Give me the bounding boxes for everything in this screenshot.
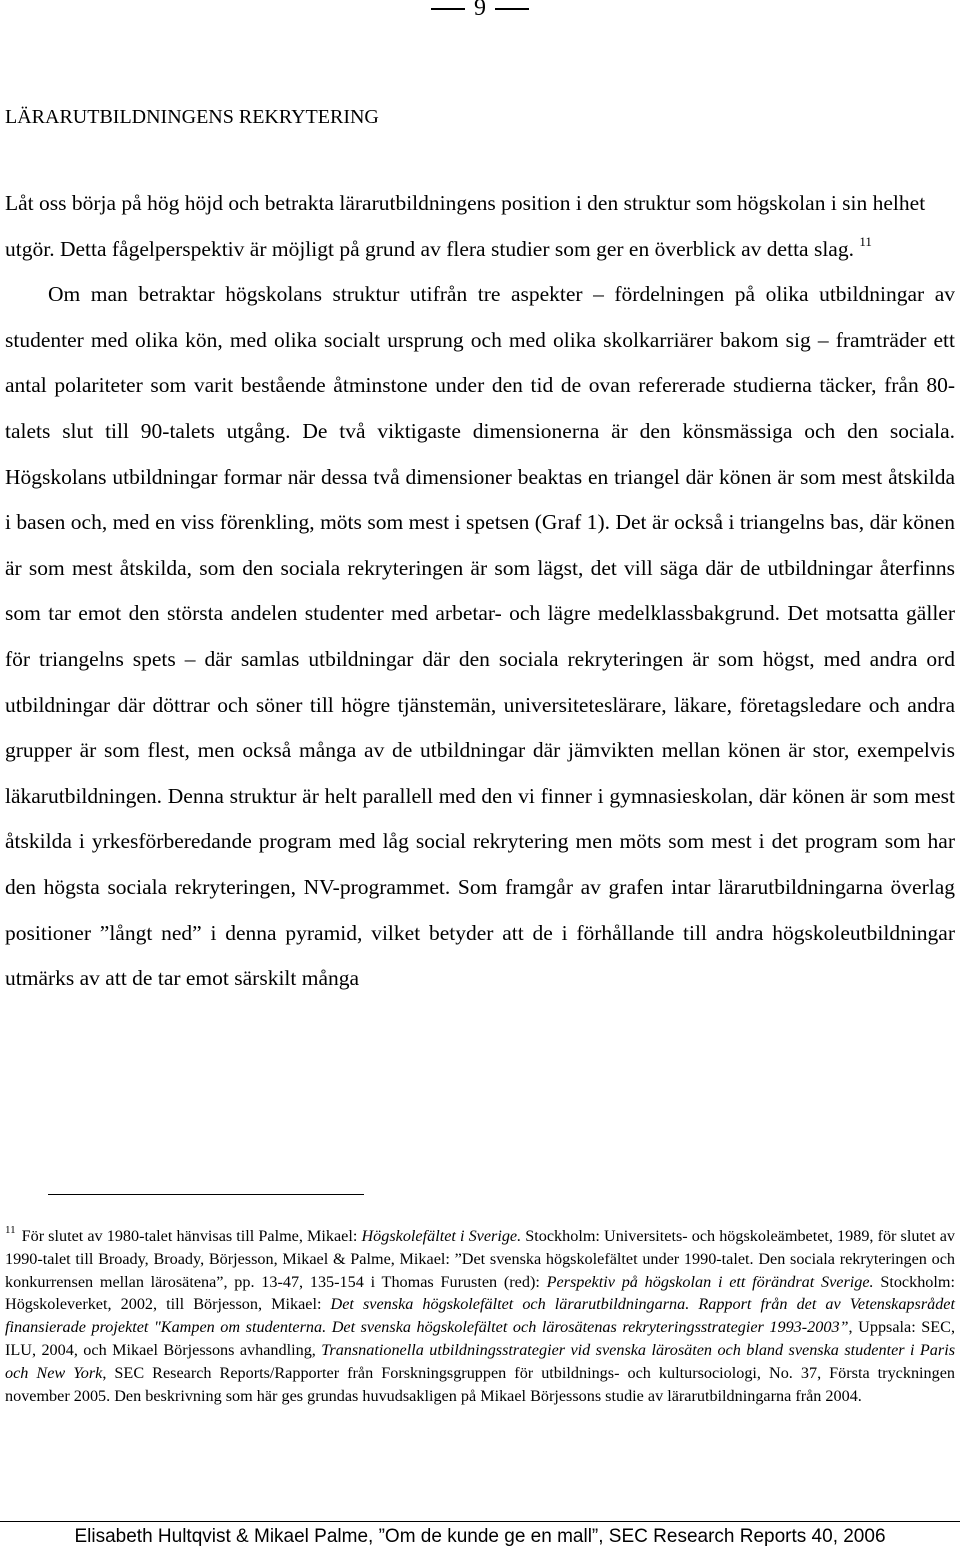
footnote-title-1: Högskolefältet i Sverige. — [361, 1227, 522, 1245]
footnote-title-3: Det svenska högskolefältet och lärarutbildningarna. Rapport från det av Vetenskapsrådet finansierade projektet "Kampen om studenterna. Det svenska högskolefältet och lärosätenas rekryteringsstrategier 1993-2003” — [5, 1295, 955, 1337]
page-footer: Elisabeth Hultqvist & Mikael Palme, ”Om de kunde ge en mall”, SEC Research Reports 40, 2006 — [74, 1526, 886, 1547]
page-number-dash-right — [495, 8, 529, 10]
footnote-title-4: Transnationella utbildningsstrategier vid svenska lärosäten och bland svenska studenter i Paris och New York — [5, 1340, 956, 1382]
footnote-text-2: Stockholm: Universitets- och högskoleämbetet, 1989, för slutet av 1990-talet till Broady, Broady, Börjesson, Mikael & Palme, Mikael: ”Det svenska högskolefältet under 1990-talet. Den sociala rekryteringen och konkurrensen mellan lärosätena”, pp. 13-47, 135-154 i Thomas Furusten (red): — [5, 1227, 955, 1291]
footnote — [5, 1225, 955, 1407]
paragraph-1-text: Låt oss börja på hög höjd och betrakta lärarutbildningens position i den struktur som högskolan i sin helhet utgör. Detta fågelperspektiv är möjligt på grund av flera studier som ger en överblick av detta slag. — [5, 191, 926, 261]
page-number-dash-left — [431, 8, 465, 10]
footnote-separator — [48, 1194, 364, 1195]
page-number-value: 9 — [474, 0, 486, 21]
footnote-text-3: Stockholm: Högskoleverket, 2002, till Börjesson, Mikael: — [5, 1272, 955, 1314]
body-text — [5, 181, 955, 1002]
footnote-reference[interactable]: 11 — [859, 233, 872, 249]
footnote-text-1: För slutet av 1980-talet hänvisas till Palme, Mikael: — [21, 1227, 362, 1245]
footnote-number: 11 — [5, 1224, 16, 1236]
footer-separator — [0, 1521, 960, 1522]
section-heading: LÄRARUTBILDNINGENS REKRYTERING — [5, 106, 379, 128]
footnote-text-5: , SEC Research Reports/Rapporter från Forskningsgruppen för utbildnings- och kultursociologi, No. 37, Första tryckningen november 2005. Den beskrivning som här ges grundas huvudsakligen på Mikael Börjessons studie av lärarutbildningarna från 2004. — [5, 1363, 956, 1405]
footnote-text-4: , Uppsala: SEC, ILU, 2004, och Mikael Börjessons avhandling, — [5, 1318, 955, 1359]
footnote-title-2: Perspektiv på högskolan i ett förändrat Sverige. — [546, 1272, 874, 1291]
page-number — [0, 0, 960, 22]
paragraph-2: Om man betraktar högskolans struktur utifrån tre aspekter – fördelningen på olika utbildningar av studenter med olika kön, med olika socialt ursprung och med olika skolkarriärer bakom sig – framträder ett antal polariteter som varit bestående åtminstone under den tid de ovan refererade studierna täcker, från 80-talets slut till 90-talets utgång. De två viktigaste dimensionerna är den könsmässiga och den sociala. Högskolans utbildningar formar när dessa två dimensioner beaktas en triangel där könen är som mest åtskilda i basen och, med en viss förenkling, möts som mest i spetsen (Graf 1). Det är också i triangelns bas, där könen är som mest åtskilda, som den sociala rekryteringen är som lägst, det vill säga där de utbildningar återfinns som tar emot den största andelen studenter med arbetar- och lägre medelklassbakgrund. Det motsatta gäller för triangelns spets – där samlas utbildningar där den sociala rekryteringen är som högst, med andra ord utbildningar där döttrar och söner till högre tjänstemän, universiteteslärare, läkare, företagsledare och andra grupper är som flest, men också många av de utbildningar där jämvikten mellan könen är stor, exempelvis läkarutbildningen. Denna struktur är helt parallell med den vi finner i gymnasieskolan, där könen är som mest åtskilda i yrkesförberedande program med låg social rekrytering men möts som mest i det program som har den högsta sociala rekryteringen, NV-programmet. Som framgår av grafen intar lärarutbildningarna överlag positioner ”långt ned” i denna pyramid, vilket betyder att de i förhållande till andra högskoleutbildningar utmärks av att de tar emot särskilt många — [5, 282, 955, 991]
paragraph-1 — [5, 181, 955, 272]
